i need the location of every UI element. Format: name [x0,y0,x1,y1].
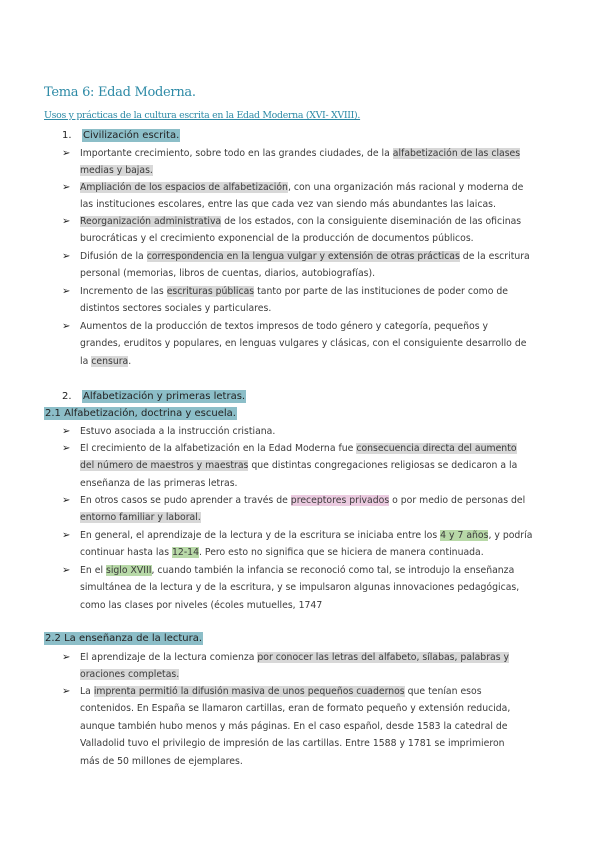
highlight: oraciones completas. [80,669,180,680]
text-line: Estuvo asociada a la instrucción cristiana. [80,426,276,437]
arrow-bullet-icon: ➢ [62,216,71,227]
section-2-heading [62,391,246,402]
text-line: Ampliación de los espacios de alfabetización, con una organización más racional y moderna de [80,182,524,193]
text-line: grandes, eruditos y populares, en lenguas vulgares y clásicas, con el consiguiente desarrollo de [80,338,527,349]
arrow-bullet-icon: ➢ [62,286,71,297]
arrow-bullet-icon: ➢ [62,530,71,541]
section-label: Alfabetización y primeras letras. [83,391,246,402]
highlight: medias y bajas. [80,165,153,176]
highlight: entorno familiar y laboral. [80,512,201,523]
text-line: Difusión de la correspondencia en la lengua vulgar y extensión de otras prácticas de la escritura [80,251,530,262]
text-line: El aprendizaje de la lectura comienza por conocer las letras del alfabeto, sílabas, palabras y [80,652,510,663]
highlight: Ampliación de los espacios de alfabetización [80,182,288,193]
arrow-bullet-icon: ➢ [62,321,71,332]
highlight: 4 y 7 años [440,530,489,541]
section-number: 1. [62,130,72,141]
arrow-bullet-icon: ➢ [62,652,71,663]
text-line: contenidos. En España se llamaron cartillas, eran de formato pequeño y extensión reducida, [80,703,511,714]
section-number: 2. [62,391,72,402]
highlight: alfabetización de las clases [392,148,521,159]
text-line: personal (memorias, libros de cuentas, diarios, autobiografías). [80,268,376,279]
text-line: distintos sectores sociales y particulares. [80,303,272,314]
arrow-bullet-icon: ➢ [62,148,71,159]
highlight: del número de maestros y maestras [80,460,249,471]
text-line: Incremento de las escrituras públicas tanto por parte de las instituciones de poder como de [80,286,508,297]
text-line: más de 50 millones de ejemplares. [80,756,243,767]
text-line: aunque también hubo menos y más páginas. En el caso español, desde 1583 la catedral de [80,721,508,732]
arrow-bullet-icon: ➢ [62,495,71,506]
text-line: enseñanza de las primeras letras. [80,478,238,489]
highlight: 12-14 [172,547,200,558]
section-1-heading [62,130,180,141]
subsection-label: 2.1 Alfabetización, doctrina y escuela. [45,408,236,419]
text-line: la censura. [80,356,132,367]
highlight: consecuencia directa del aumento [356,443,517,454]
arrow-bullet-icon: ➢ [62,251,71,262]
document-title: Tema 6: Edad Moderna. [44,85,196,100]
text-line: En general, el aprendizaje de la lectura y de la escritura se iniciaba entre los 4 y 7 años, y podría [80,530,533,541]
arrow-bullet-icon: ➢ [62,182,71,193]
text-line: La imprenta permitió la difusión masiva de unos pequeños cuadernos que tenían esos [80,686,482,697]
subsection-2-2-heading [44,633,203,644]
text-line: Aumentos de la producción de textos impresos de todo género y categoría, pequeños y [80,321,489,332]
text-line: como las clases por niveles (écoles mutuelles, 1747 [80,600,323,611]
highlight: siglo XVIII [105,565,152,576]
subsection-label: 2.2 La enseñanza de la lectura. [45,633,203,644]
subsection-2-1-heading [44,408,237,419]
arrow-bullet-icon: ➢ [62,426,71,437]
highlight: censura [91,356,129,367]
text-line: Importante crecimiento, sobre todo en las grandes ciudades, de la alfabetización de las clases [80,148,521,159]
text-line: En otros casos se pudo aprender a través de preceptores privados o por medio de personas del [80,495,526,506]
text-line: simultánea de la lectura y de la escritura, y se impulsaron algunas innovaciones pedagógicas, [80,582,520,593]
text-line: En el siglo XVIII, cuando también la infancia se reconoció como tal, se introdujo la enseñanza [80,565,515,576]
text-line: Reorganización administrativa de los estados, con la consiguiente diseminación de las oficinas [80,216,522,227]
text-line [80,512,201,524]
highlight: correspondencia en la lengua vulgar y extensión de otras prácticas [146,251,460,262]
text-line: del número de maestros y maestras que distintas congregaciones religiosas se dedicaron a la [80,460,518,471]
text-line: continuar hasta las 12-14. Pero esto no significa que se hiciera de manera continuada. [80,547,484,558]
highlight: preceptores privados [290,495,390,506]
highlight: Reorganización administrativa [80,216,222,227]
document-subtitle: Usos y prácticas de la cultura escrita en la Edad Moderna (XVI- XVIII). [44,110,361,121]
text-line: burocráticas y el crecimiento exponencial de la producción de documentos públicos. [80,233,474,244]
text-line [80,669,179,681]
highlight: escrituras públicas [166,286,255,297]
text-line: Valladolid tuvo el privilegio de impresión de las cartillas. Entre 1588 y 1781 se imprimieron [80,738,505,749]
text-line [80,165,153,177]
highlight: imprenta permitió la difusión masiva de unos pequeños cuadernos [93,686,405,697]
arrow-bullet-icon: ➢ [62,686,71,697]
text-line: El crecimiento de la alfabetización en la Edad Moderna fue consecuencia directa del aumento [80,443,517,454]
arrow-bullet-icon: ➢ [62,443,71,454]
highlight: por conocer las letras del alfabeto, sílabas, palabras y [257,652,510,663]
arrow-bullet-icon: ➢ [62,565,71,576]
section-label: Civilización escrita. [83,130,180,141]
text-line: las instituciones escolares, entre las que cada vez van siendo más abundantes las laicas. [80,199,496,210]
